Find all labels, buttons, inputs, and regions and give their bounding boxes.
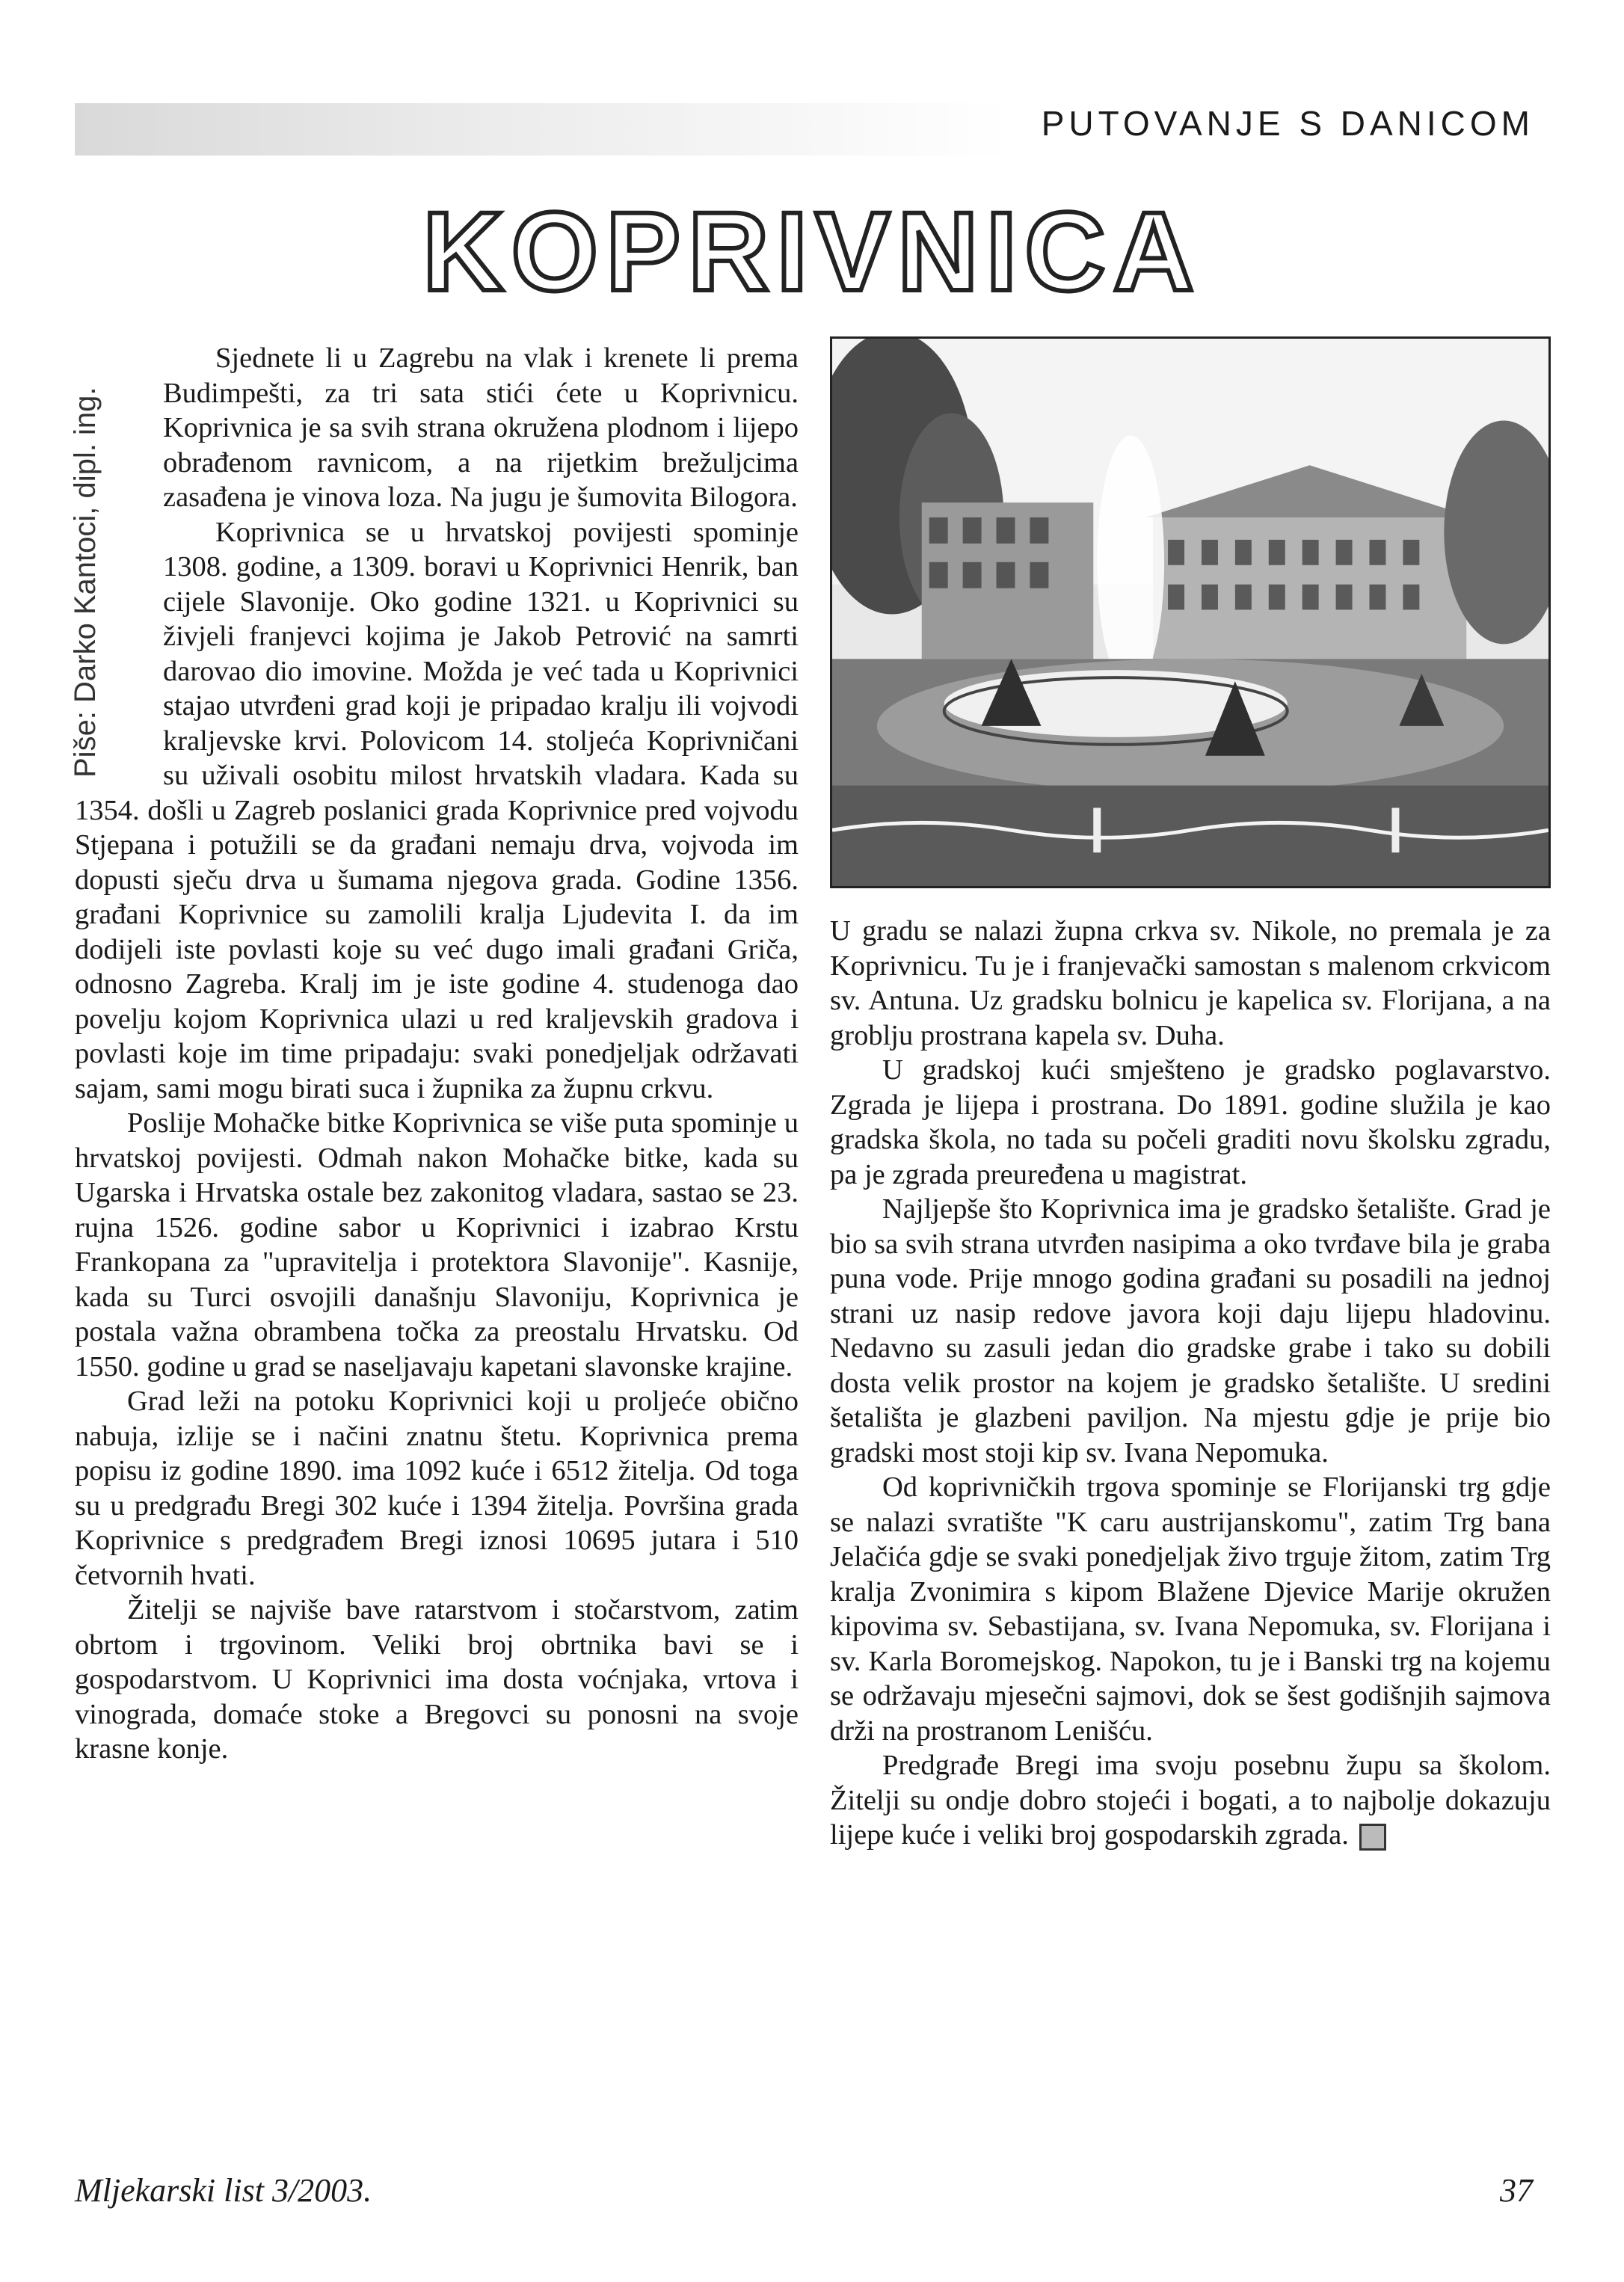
article-title: KOPRIVNICA bbox=[422, 188, 1202, 314]
paragraph: Od koprivničkih trgova spominje se Florijanski trg gdje se nalazi svratište "K caru austrijanskomu", zatim Trg bana Jelačića gdje se svaki ponedjeljak živo trguje žitom, zatim Trg kralja Zvonimira s kipom Blažene Djevice Marije okružen kipovima sv. Sebastijana, sv. Ivana Nepomuka, sv. Florijana i sv. Karla Boromejskog. Napokon, tu je i Banski trg na kojemu se održavaju mjesečni sajmovi, dok se šest godišnjih sajmova drži na prostranom Lenišću. bbox=[830, 1471, 1551, 1747]
town-square-photo bbox=[830, 336, 1551, 888]
page-number: 37 bbox=[1500, 2172, 1533, 2209]
end-of-article-icon bbox=[1359, 1824, 1386, 1851]
paragraph: Grad leži na potoku Koprivnici koji u proljeće obično nabuja, izlije se i načini znatnu štetu. Koprivnica prema popisu iz godine 1890. ima 1092 kuće i 6512 žitelja. Od toga su u predgrađu Bregi 302 kuće i 1394 žitelja. Površina grada Koprivnice s predgrađem Bregi iznosi 10695 jutara i 510 četvornih hvati. bbox=[75, 1386, 799, 1591]
paragraph: Koprivnica se u hrvatskoj povijesti spominje 1308. godine, a 1309. boravi u Koprivnici Henrik, ban cijele Slavonije. Oko godine 1321. u Koprivnici su živjeli franjevci kojima je Jakob Petrović na samrti darovao dio imovine. Možda je već tada u Koprivnici stajao utvrđeni grad koji je pripadao kralju ili vojvodi kraljevske krvi. Polovicom 14. stoljeća Koprivničani su uživali osobitu milost hrvatskih vladara. Kada su 1354. došli u Zagreb poslanici grada Koprivnice pred vojvodu Stjepana i potužili se da građani nemaju drva, vojvoda im dopusti sječu drva u šumama njegova grada. Godine 1356. građani Koprivnice su zamolili kralja Ljudevita I. da im dodijeli iste povlasti koje su već dugo imali građani Griča, odnosno Zagreba. Kralj im je iste godine 4. studenoga dao povelju kojom Koprivnica ulazi u red kraljevskih gradova i povlasti koje im time pripadaju: svaki ponedjeljak održavati sajam, sami mogu birati suca i župnika za župnu crkvu. bbox=[75, 516, 799, 1104]
photo-town-square-icon bbox=[832, 339, 1548, 886]
paragraph: U gradskoj kući smješteno je gradsko poglavarstvo. Zgrada je lijepa i prostrana. Do 1891. godine služila je kao gradska škola, no tada su počeli graditi novu školsku zgradu, pa je zgrada preuređena u magistrat. bbox=[830, 1054, 1551, 1190]
paragraph: Poslije Mohačke bitke Koprivnica se više puta spominje u hrvatskoj povijesti. Odmah nakon Mohačke bitke, kada su Ugarska i Hrvatska ostale bez zakonitog vladara, sastao se 23. rujna 1526. godine sabor u Koprivnici i izabrao Krstu Frankopana za "upravitelja i protektora Slavonije". Kasnije, kada su Turci osvojili današnju Slavoniju, Koprivnica je postala važna obrambena točka za preostalu Hrvatsku. Od 1550. godine u grad se naseljavaju kapetani slavonske krajine. bbox=[75, 1107, 799, 1383]
paragraph: Najljepše što Koprivnica ima je gradsko šetalište. Grad je bio sa svih strana utvrđen nasipima a oko tvrđave bila je graba puna vode. Prije mnogo godina građani su posadili na jednoj strani uz nasip redove javora koji daju lijepu hladovinu. Nedavno su zasuli jedan dio gradske grabe i tako su dobili dosta velik prostor na kojem je gradsko šetalište. U sredini šetališta je glazbeni paviljon. Na mjestu gdje je prije bio gradski most stoji kip sv. Ivana Nepomuka. bbox=[830, 1193, 1551, 1468]
left-column bbox=[75, 341, 799, 1767]
author-margin bbox=[75, 341, 163, 782]
paragraph: U gradu se nalazi župna crkva sv. Nikole, no premala je za Koprivnicu. Tu je i franjevački samostan s malenom crkvicom sv. Antuna. Uz gradsku bolnicu je kapelica sv. Florijana, a na groblju prostrana kapela sv. Duha. bbox=[830, 915, 1551, 1051]
paragraph-text: Predgrađe Bregi ima svoju posebnu župu sa školom. Žitelji su ondje dobro stojeći i bogati, a to najbolje dokazuju lijepe kuće i veliki broj gospodarskih zgrada. bbox=[830, 1750, 1551, 1851]
paragraph-last bbox=[830, 1748, 1551, 1853]
author-byline: Piše: Darko Kantoci, dipl. ing. bbox=[69, 387, 102, 778]
section-title: PUTOVANJE S DANICOM bbox=[1041, 104, 1534, 143]
paragraph: Žitelji se najviše bave ratarstvom i stočarstvom, zatim obrtom i trgovinom. Veliki broj obrtnika bavi se i gospodarstvom. U Koprivnici ima dosta voćnjaka, vrtova i vinograda, domaće stoke a Bregovci su ponosni na svoje krasne konje. bbox=[75, 1594, 799, 1765]
paragraph: Sjednete li u Zagrebu na vlak i krenete li prema Budimpešti, za tri sata stići ćete u Koprivnicu. Koprivnica je sa svih strana okružena plodnom i lijepo obrađenom ravnicom, a na rijetkim brežuljcima zasađena je vinova loza. Na jugu je šumovita Bilogora. bbox=[163, 342, 799, 513]
footer-journal: Mljekarski list 3/2003. bbox=[75, 2172, 372, 2209]
header-gradient-bar bbox=[75, 103, 1009, 156]
right-column bbox=[830, 914, 1551, 1853]
